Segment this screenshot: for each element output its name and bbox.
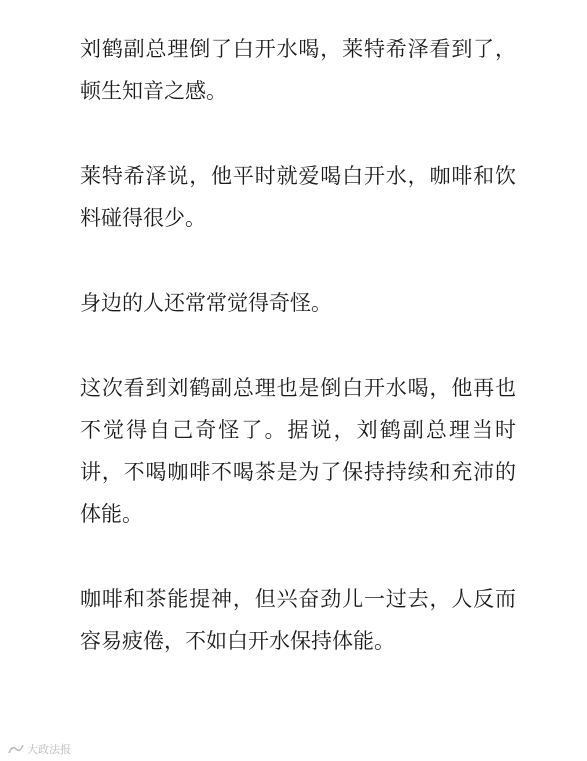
article-paragraph-2: 莱特希泽说，他平时就爱喝白开水，咖啡和饮料碰得很少。 <box>80 164 516 230</box>
article-paragraph-1: 刘鹤副总理倒了白开水喝，莱特希泽看到了，顿生知音之感。 <box>80 37 516 103</box>
article-body <box>80 28 516 705</box>
article-paragraph-4: 这次看到刘鹤副总理也是倒白开水喝，他再也不觉得自己奇怪了。据说，刘鹤副总理当时讲，不喝咖啡不喝茶是为了保持持续和充沛的体能。 <box>80 376 516 526</box>
watermark <box>8 741 71 757</box>
watermark-logo-icon <box>8 743 24 755</box>
article-paragraph-5: 咖啡和茶能提神，但兴奋劲儿一过去，人反而容易疲倦，不如白开水保持体能。 <box>80 587 516 653</box>
article-paragraph-3: 身边的人还常常觉得奇怪。 <box>80 291 332 315</box>
watermark-text: 大政法报 <box>27 743 71 756</box>
